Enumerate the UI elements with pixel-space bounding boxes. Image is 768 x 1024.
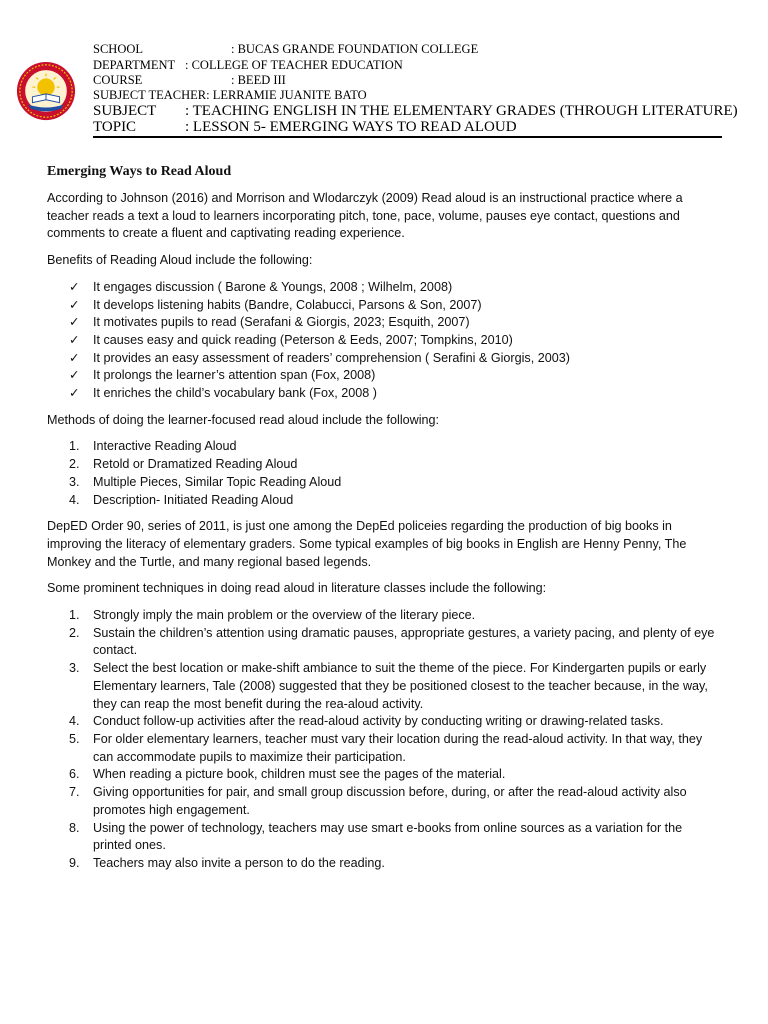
method-item — [47, 474, 717, 492]
benefit-text: It enriches the child’s vocabulary bank (Fox, 2008 ) — [93, 386, 377, 401]
method-text: Retold or Dramatized Reading Aloud — [93, 457, 298, 472]
list-number: 1. — [69, 608, 80, 623]
document-body — [47, 162, 717, 882]
check-mark-icon: ✓ — [69, 350, 80, 365]
benefit-text: It provides an easy assessment of readers’ comprehension ( Serafini & Giorgis, 2003) — [93, 350, 570, 365]
list-number: 2. — [69, 457, 80, 472]
header-divider — [93, 136, 722, 138]
benefit-item — [47, 385, 717, 403]
technique-item — [47, 660, 717, 713]
method-item — [47, 456, 717, 474]
technique-text: When reading a picture book, children must see the pages of the material. — [93, 767, 506, 782]
technique-text: Using the power of technology, teachers may use smart e-books from online sources as a variation for the printed ones. — [93, 820, 683, 853]
benefit-item — [47, 297, 717, 315]
list-number: 4. — [69, 714, 80, 729]
techniques-list — [47, 607, 717, 873]
technique-item — [47, 766, 717, 784]
intro-paragraph: According to Johnson (2016) and Morrison and Wlodarczyk (2009) Read aloud is an instructional practice where a teacher reads a text a loud to learners incorporating pitch, tone, pace, volume, pauses eye contact, questions and comments to create a fluent and captivating reading experience. — [47, 191, 683, 241]
technique-item — [47, 855, 717, 873]
methods-heading: Methods of doing the learner-focused read aloud include the following: — [47, 412, 440, 427]
benefits-list — [47, 279, 717, 403]
subject-value: : TEACHING ENGLISH IN THE ELEMENTARY GRADES (THROUGH LITERATURE) — [185, 103, 738, 119]
technique-item — [47, 607, 717, 625]
technique-item — [47, 820, 717, 855]
list-number: 9. — [69, 855, 80, 870]
list-number: 8. — [69, 820, 80, 835]
deped-paragraph: DepED Order 90, series of 2011, is just one among the DepEd policeies regarding the production of big books in improving the literacy of elementary graders. Some typical examples of big books in English are Henny Penny, The Monkey and the Turtle, and many regional based legends. — [47, 519, 687, 569]
school-label: SCHOOL — [93, 42, 144, 56]
benefits-heading: Benefits of Reading Aloud include the following: — [47, 253, 313, 268]
benefit-text: It motivates pupils to read (Serafani & Giorgis, 2023; Esquith, 2007) — [93, 315, 470, 330]
course-label: COURSE — [93, 73, 143, 87]
list-number: 4. — [69, 492, 80, 507]
topic-value: : LESSON 5- EMERGING WAYS TO READ ALOUD — [185, 119, 517, 135]
course-value: : BEED III — [231, 73, 286, 87]
technique-item — [47, 784, 717, 819]
check-mark-icon: ✓ — [69, 297, 80, 312]
benefit-item — [47, 350, 717, 368]
check-mark-icon: ✓ — [69, 332, 80, 347]
list-number: 1. — [69, 439, 80, 454]
benefit-text: It prolongs the learner’s attention span (Fox, 2008) — [93, 368, 376, 383]
list-number: 5. — [69, 731, 80, 746]
technique-text: Conduct follow-up activities after the read-aloud activity by conducting writing or drawing-related tasks. — [93, 714, 664, 729]
check-mark-icon: ✓ — [69, 279, 80, 294]
benefit-item — [47, 367, 717, 385]
technique-text: Sustain the children’s attention using dramatic pauses, appropriate gestures, a variety pacing, and plenty of eye contact. — [93, 625, 715, 658]
method-item — [47, 492, 717, 510]
list-number: 3. — [69, 474, 80, 489]
technique-text: Strongly imply the main problem or the overview of the literary piece. — [93, 608, 476, 623]
benefit-item — [47, 314, 717, 332]
college-seal-logo — [15, 60, 77, 122]
technique-text: Select the best location or make-shift ambiance to suit the theme of the piece. For Kindergarten pupils or early Elementary learners, Tale (2008) suggested that they be positioned closest to the teacher because, in the way, they can reap the most benefit during the rea-aloud activity. — [93, 661, 708, 711]
benefit-text: It engages discussion ( Barone & Youngs, 2008 ; Wilhelm, 2008) — [93, 279, 453, 294]
topic-label: TOPIC — [93, 119, 137, 135]
list-number: 6. — [69, 767, 80, 782]
check-mark-icon: ✓ — [69, 386, 80, 401]
method-item — [47, 438, 717, 456]
list-number: 2. — [69, 625, 80, 640]
technique-text: For older elementary learners, teacher must vary their location during the read-aloud activity. In that way, they can accommodate pupils to maximize their participation. — [93, 731, 703, 764]
document-title: Emerging Ways to Read Aloud — [47, 164, 232, 179]
list-number: 3. — [69, 661, 80, 676]
check-mark-icon: ✓ — [69, 315, 80, 330]
technique-text: Teachers may also invite a person to do the reading. — [93, 855, 385, 870]
subject-label: SUBJECT — [93, 103, 157, 119]
method-text: Interactive Reading Aloud — [93, 439, 237, 454]
department-value: : COLLEGE OF TEACHER EDUCATION — [185, 58, 403, 72]
techniques-heading: Some prominent techniques in doing read aloud in literature classes include the following: — [47, 581, 547, 596]
benefit-text: It causes easy and quick reading (Peterson & Eeds, 2007; Tompkins, 2010) — [93, 332, 513, 347]
method-text: Multiple Pieces, Similar Topic Reading Aloud — [93, 474, 342, 489]
technique-item — [47, 731, 717, 766]
technique-item — [47, 713, 717, 731]
school-value: : BUCAS GRANDE FOUNDATION COLLEGE — [231, 42, 479, 56]
methods-list — [47, 438, 717, 509]
department-label: DEPARTMENT — [93, 58, 176, 72]
benefit-item — [47, 279, 717, 297]
list-number: 7. — [69, 785, 80, 800]
check-mark-icon: ✓ — [69, 368, 80, 383]
benefit-item — [47, 332, 717, 350]
method-text: Description- Initiated Reading Aloud — [93, 492, 294, 507]
subject-teacher-line: SUBJECT TEACHER: LERRAMIE JUANITE BATO — [93, 88, 367, 102]
benefit-text: It develops listening habits (Bandre, Colabucci, Parsons & Son, 2007) — [93, 297, 482, 312]
technique-text: Giving opportunities for pair, and small group discussion before, during, or after the read-aloud activity also promotes high engagement. — [93, 785, 687, 817]
technique-item — [47, 625, 717, 660]
